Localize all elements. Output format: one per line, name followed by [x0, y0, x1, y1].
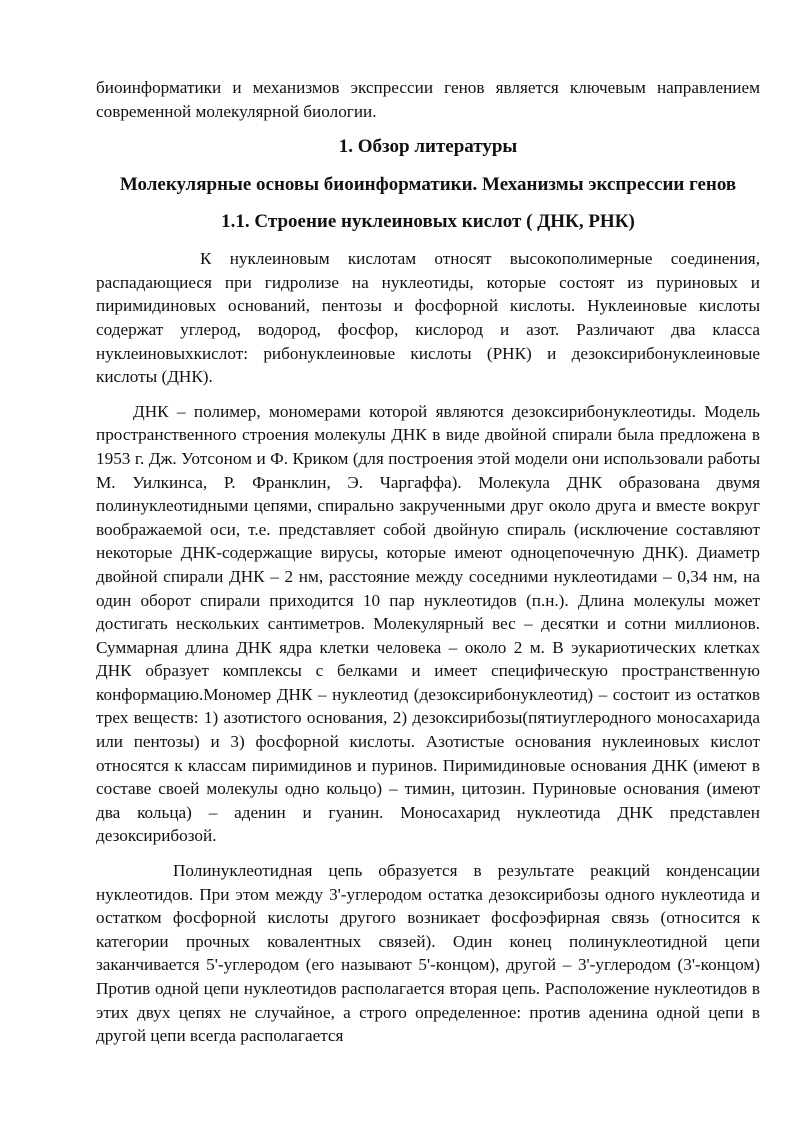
subsection-heading: 1.1. Строение нуклеиновых кислот ( ДНК, РНК) [221, 211, 635, 233]
body-paragraph-dna-structure: ДНК – полимер, мономерами которой являются дезоксирибонуклеотиды. Модель пространственного строения молекулы ДНК в виде двойной спирали была предложена в 1953 г. Дж. Уотсоном и Ф. Криком (для построения этой модели они использовали работы М. Уилкинса, Р. Франклин, Э. Чаргаффа). Молекула ДНК образована двумя полинуклеотидными цепями, спирально закрученными друг около друга и вместе вокруг воображаемой оси, т.е. представляет собой двойную спираль (исключение составляют некоторые ДНК-содержащие вирусы, которые имеют одноцепочечную ДНК). Диаметр двойной спирали ДНК – 2 нм, расстояние между соседними нуклеотидами – 0,34 нм, на один оборот спирали приходится 10 пар нуклеотидов (п.н.). Длина молекулы может достигать нескольких сантиметров. Молекулярный вес – десятки и сотни миллионов. Суммарная длина ДНК ядра клетки человека – около 2 м. В эукариотических клетках ДНК образует комплексы с белками и имеет специфическую пространственную конформацию.Мономер ДНК – нуклеотид (дезоксирибонуклеотид) – состоит из остатков трех веществ: 1) азотистого основания, 2) дезоксирибозы(пятиуглеродного моносахарида или пентозы) и 3) фосфорной кислоты. Азотистые основания нуклеиновых кислот относятся к классам пиримидинов и пуринов. Пиримидиновые основания ДНК (имеют в составе своей молекулы одно кольцо) – тимин, цитозин. Пуриновые основания (имеют два кольца) – аденин и гуанин. Моносахарид нуклеотида ДНК представлен дезоксирибозой. [96, 401, 760, 846]
intro-paragraph: биоинформатики и механизмов экспрессии генов является ключевым направлением современной молекулярной биологии. [96, 78, 760, 121]
section-heading: 1. Обзор литературы [338, 136, 518, 158]
body-paragraph-polynucleotide-chain: Полинуклеотидная цепь образуется в результате реакций конденсации нуклеотидов. При этом между 3'-углеродом остатка дезоксирибозы одного нуклеотида и остатком фосфорной кислоты другого возникает фосфоэфирная связь (относится к категории прочных ковалентных связей). Один конец полинуклеотидной цепи заканчивается 5'-углеродом (его называют 5'-концом), другой – 3'-углеродом (3'-концом) Против одной цепи нуклеотидов располагается вторая цепь. Расположение нуклеотидов в этих двух цепях не случайное, а строго определенное: против аденина одной цепи в другой цепи всегда располагается [96, 861, 760, 1046]
chapter-heading: Молекулярные основы биоинформатики. Механизмы экспрессии генов [119, 174, 737, 196]
body-paragraph-nucleic-acids: К нуклеиновым кислотам относят высокополимерные соединения, распадающиеся при гидролизе на нуклеотиды, которые состоят из пуриновых и пиримидиновых оснований, пентозы и фосфорной кислоты. Нуклеиновые кислоты содержат углерод, водород, фосфор, кислород и азот. Различают два класса нуклеиновыхкислот: рибонуклеиновые кислоты (РНК) и дезоксирибонуклеиновые кислоты (ДНК). [96, 249, 760, 387]
